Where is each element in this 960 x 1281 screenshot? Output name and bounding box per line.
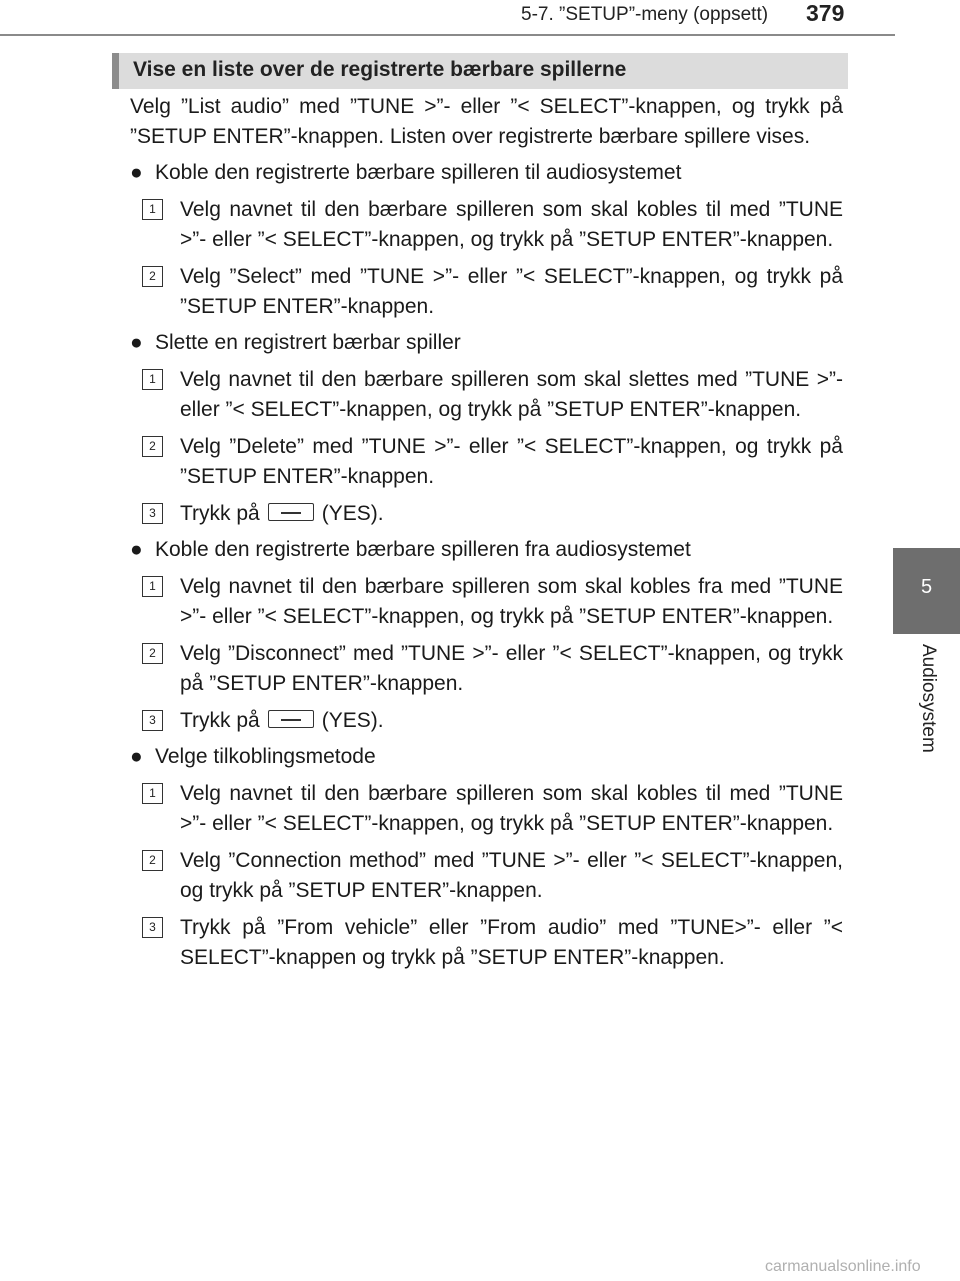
- step-item: [130, 262, 843, 322]
- section-title: Vise en liste over de registrerte bærbare spillerne: [133, 58, 627, 81]
- step-text-before: Trykk på: [180, 709, 260, 732]
- bullet-heading: [130, 742, 843, 772]
- step-number: 1: [142, 369, 163, 390]
- step-text: Velg navnet til den bærbare spilleren som skal kobles til med ”TUNE >”- eller ”< SELECT”-knappen, og trykk på ”SETUP ENTER”-knappen.: [180, 198, 843, 251]
- bullet-heading: [130, 328, 843, 358]
- step-number: 3: [142, 917, 163, 938]
- yes-key-icon: [268, 503, 314, 521]
- step-text: Trykk på ”From vehicle” eller ”From audio” med ”TUNE>”- eller ”< SELECT”-knappen og trykk på ”SETUP ENTER”-knappen.: [180, 916, 843, 969]
- step-item: [130, 779, 843, 839]
- step-number: 3: [142, 710, 163, 731]
- step-number: 1: [142, 783, 163, 804]
- step-text: Velg navnet til den bærbare spilleren som skal kobles fra med ”TUNE >”- eller ”< SELECT”-knappen, og trykk på ”SETUP ENTER”-knappen.: [180, 575, 843, 628]
- bullet-dot-icon: ●: [130, 331, 143, 354]
- step-item: [130, 706, 843, 736]
- step-text: Velg ”Delete” med ”TUNE >”- eller ”< SELECT”-knappen, og trykk på ”SETUP ENTER”-knappen.: [180, 435, 843, 488]
- step-item: [130, 572, 843, 632]
- step-item: [130, 365, 843, 425]
- step-text: Velg ”Disconnect” med ”TUNE >”- eller ”< SELECT”-knappen, og trykk på ”SETUP ENTER”-knappen.: [180, 642, 843, 695]
- bullet-heading: [130, 158, 843, 188]
- section-title-bar: [112, 53, 848, 89]
- step-number: 2: [142, 266, 163, 287]
- intro-paragraph: Velg ”List audio” med ”TUNE >”- eller ”< SELECT”-knappen, og trykk på ”SETUP ENTER”-knappen. Listen over registrerte bærbare spillere vises.: [130, 95, 843, 148]
- step-number: 1: [142, 199, 163, 220]
- bullet-dot-icon: ●: [130, 745, 143, 768]
- step-item: [130, 913, 843, 973]
- step-text: Velg ”Select” med ”TUNE >”- eller ”< SELECT”-knappen, og trykk på ”SETUP ENTER”-knappen.: [180, 265, 843, 318]
- chapter-label: Audiosystem: [918, 644, 939, 753]
- step-text: Velg navnet til den bærbare spilleren som skal slettes med ”TUNE >”- eller ”< SELECT”-knappen, og trykk på ”SETUP ENTER”-knappen.: [180, 368, 843, 421]
- chapter-tab: [893, 548, 960, 634]
- bullet-dot-icon: ●: [130, 161, 143, 184]
- chapter-number: 5: [920, 576, 933, 598]
- step-text-after: (YES).: [321, 502, 384, 525]
- step-item: [130, 195, 843, 255]
- page-header: [0, 0, 960, 40]
- step-item: [130, 499, 843, 529]
- page-number: 379: [806, 0, 845, 26]
- bullet-dot-icon: ●: [130, 538, 143, 561]
- bullet-heading-text: Koble den registrerte bærbare spilleren til audiosystemet: [155, 161, 682, 184]
- step-item: [130, 432, 843, 492]
- bullet-heading-text: Velge tilkoblingsmetode: [155, 745, 376, 768]
- bullet-heading-text: Slette en registrert bærbar spiller: [155, 331, 461, 354]
- step-text: Velg ”Connection method” med ”TUNE >”- eller ”< SELECT”-knappen, og trykk på ”SETUP ENTER”-knappen.: [180, 849, 843, 902]
- step-number: 2: [142, 850, 163, 871]
- step-number: 2: [142, 436, 163, 457]
- section-title-accent: [112, 53, 119, 89]
- section-heading: 5-7. ”SETUP”-meny (oppsett): [521, 4, 769, 25]
- step-text: Velg navnet til den bærbare spilleren som skal kobles til med ”TUNE >”- eller ”< SELECT”-knappen, og trykk på ”SETUP ENTER”-knappen.: [180, 782, 843, 835]
- step-number: 2: [142, 643, 163, 664]
- bullet-heading: [130, 535, 843, 565]
- step-item: [130, 639, 843, 699]
- yes-key-icon: [268, 710, 314, 728]
- chapter-label-tab: [893, 634, 960, 841]
- watermark: carmanualsonline.info: [765, 1258, 921, 1275]
- step-text-before: Trykk på: [180, 502, 260, 525]
- step-text-after: (YES).: [321, 709, 384, 732]
- step-number: 1: [142, 576, 163, 597]
- step-number: 3: [142, 503, 163, 524]
- step-item: [130, 846, 843, 906]
- page-content: [130, 92, 843, 973]
- bullet-heading-text: Koble den registrerte bærbare spilleren fra audiosystemet: [155, 538, 691, 561]
- header-divider: [0, 34, 895, 36]
